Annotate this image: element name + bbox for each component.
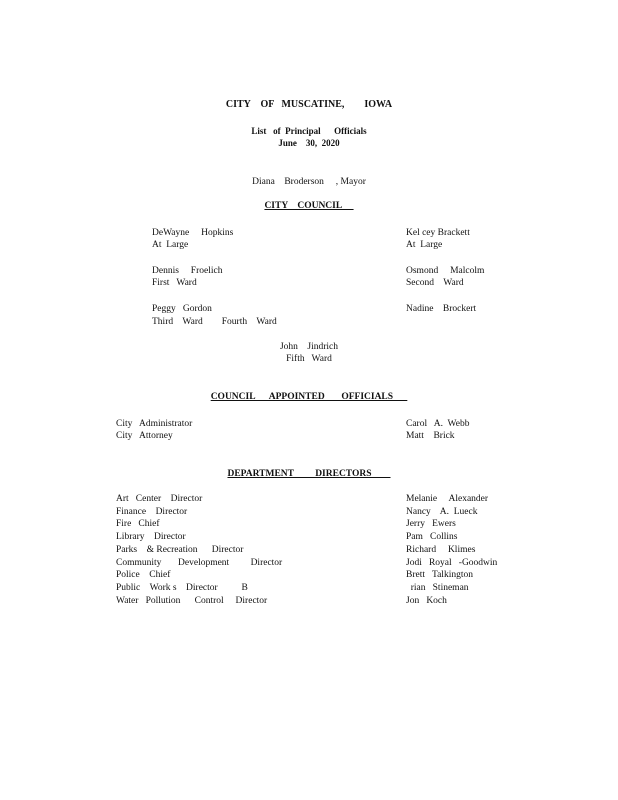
director-title: Public Work s Director B <box>116 583 248 593</box>
council-member-name: Kel cey Brackett <box>406 228 470 238</box>
appointed-officials-heading: COUNCIL APPOINTED OFFICIALS <box>210 392 408 402</box>
director-name: Nancy A. Lueck <box>406 507 478 517</box>
official-name: Matt Brick <box>406 431 455 441</box>
council-member-ward: Third Ward Fourth Ward <box>152 317 277 327</box>
director-title: Parks & Recreation Director <box>116 545 244 555</box>
director-name: rian Stineman <box>406 583 469 593</box>
director-name: Jodi Royal -Goodwin <box>406 558 498 568</box>
council-member-name: John Jindrich <box>279 342 339 352</box>
director-name: Pam Collins <box>406 532 458 542</box>
director-title: Water Pollution Control Director <box>116 596 268 606</box>
council-member-ward: At Large <box>152 240 189 250</box>
document-subtitle: List of Principal Officials <box>251 126 367 136</box>
council-member-ward: Fifth Ward <box>286 354 332 364</box>
document-title: CITY OF MUSCATINE, IOWA <box>225 99 393 110</box>
official-name: Carol A. Webb <box>406 419 470 429</box>
city-council-heading: CITY COUNCIL <box>264 201 354 211</box>
director-name: Brett Talkington <box>406 570 473 580</box>
director-title: Finance Director <box>116 507 188 517</box>
council-member-name: Peggy Gordon <box>152 304 212 314</box>
council-member-ward: First Ward <box>152 278 197 288</box>
director-title: Police Chief <box>116 570 171 580</box>
mayor-line: Diana Broderson , Mayor <box>252 177 366 187</box>
director-name: Jerry Ewers <box>406 519 456 529</box>
official-title: City Administrator <box>116 419 193 429</box>
director-name: Jon Koch <box>406 596 447 606</box>
council-member-name: Osmond Malcolm <box>406 266 485 276</box>
council-member-name: Dennis Froelich <box>152 266 223 276</box>
director-title: Library Director <box>116 532 186 542</box>
department-directors-heading: DEPARTMENT DIRECTORS <box>227 469 391 479</box>
director-title: Fire Chief <box>116 519 160 529</box>
official-title: City Attorney <box>116 431 173 441</box>
director-title: Community Development Director <box>116 558 283 568</box>
director-name: Melanie Alexander <box>406 494 489 504</box>
director-name: Richard Klimes <box>406 545 476 555</box>
council-member-ward: Second Ward <box>406 278 464 288</box>
director-title: Art Center Director <box>116 494 203 504</box>
council-member-name: DeWayne Hopkins <box>152 228 234 238</box>
council-member-name: Nadine Brockert <box>406 304 477 314</box>
document-date: June 30, 2020 <box>278 138 340 148</box>
council-member-ward: At Large <box>406 240 443 250</box>
